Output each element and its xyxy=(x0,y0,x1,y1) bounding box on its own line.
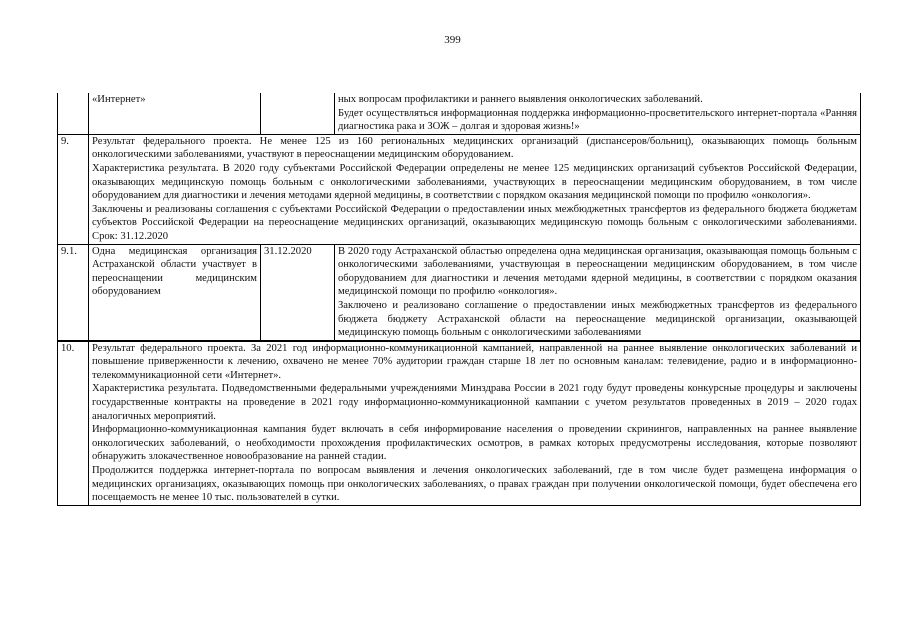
paragraph: Будет осуществляться информационная поддержка информационно-просветительского интернет-портала «Ранняя диагностика рака и ЗОЖ – долгая и здоровая жизнь!» xyxy=(338,107,857,133)
characteristic-paragraph: Характеристика результата. Подведомственными федеральными учреждениями Минздрава России в 2021 году будут проведены конкурсные процедуры и заключены государственные контракты на проведение в 2021 году информационно-коммуникационной кампании с учетом результатов проведенных в 2019 – 2020 годах аналогичных мероприятий. xyxy=(92,383,857,422)
row-number: 9. xyxy=(58,134,89,244)
portal-paragraph: Продолжится поддержка интернет-портала по вопросам выявления и лечения онкологических заболеваний, где в том числе будет размещена информация о медицинских организациях, оказывающих помощь при онкологических заболеваниях, о правах граждан при получении онкологической помощи, будет обеспечена его посещаемость не менее 10 тыс. пользователей в сутки. xyxy=(92,465,857,504)
table-row-9 xyxy=(58,134,861,244)
table-row-10 xyxy=(58,341,861,506)
result-paragraph: Результат федерального проекта. За 2021 год информационно-коммуникационной кампанией, направленной на раннее выявление онкологических заболеваний и повышение приверженности к лечению, охвачено не менее 70% аудитории граждан старше 18 лет по основным каналам: телевидение, радио и в информационно-телекоммуникационной сети «Интернет». xyxy=(92,342,857,381)
result-cell xyxy=(89,134,861,244)
result-description-cell xyxy=(335,244,861,341)
result-cell xyxy=(89,341,861,506)
campaign-paragraph: Информационно-коммуникационная кампания будет включать в себя информирование населения о проведении скринингов, направленных на раннее выявление онкологических заболеваний, о необходимости прохождения профилактических осмотров, в рамках которых предусмотрены исследования, которые позволяют обнаружить злокачественное новообразование на ранней стадии. xyxy=(92,424,857,463)
table-row-continuation xyxy=(58,93,861,134)
result-paragraph: Результат федерального проекта. Не менее 125 из 160 региональных медицинских организаций (диспансеров/больниц), оказывающих помощь больным онкологическими заболеваниями, участвуют в переоснащении медицинским оборудованием. xyxy=(92,135,857,161)
paragraph: В 2020 году Астраханской областью определена одна медицинская организация, оказывающая помощь больным с онкологическими заболеваниями, участвующая в переоснащении медицинским оборудованием, в том числе оборудованием для диагностики и лечения методами ядерной медицины, в соответствии с порядком оказания медицинской помощи по профилю «онкология». xyxy=(338,245,857,298)
table-row-9-1 xyxy=(58,244,861,341)
paragraph: ных вопросам профилактики и раннего выявления онкологических заболеваний. xyxy=(338,94,703,105)
measure-name-cell: Одна медицинская организация Астраханской области участвует в переоснащении медицинским оборудованием xyxy=(89,244,261,341)
deadline-cell: 31.12.2020 xyxy=(261,244,335,341)
agreements-paragraph: Заключены и реализованы соглашения с субъектами Российской Федерации о предоставлении иных межбюджетных трансфертов из федерального бюджета бюджетам субъектов Российской Федерации на переоснащение медицинских организаций, оказывающих медицинскую помощь больным с онкологическими заболеваниями. Срок: 31.12.2020 xyxy=(92,203,857,242)
row-number: 10. xyxy=(58,341,89,506)
measures-table xyxy=(57,93,861,506)
paragraph: Заключено и реализовано соглашение о предоставлении иных межбюджетных трансфертов из федерального бюджета бюджету Астраханской области на переоснащение медицинской организации, оказывающей медицинскую помощь больным с онкологическими заболеваниями xyxy=(338,299,857,339)
page-number: 399 xyxy=(444,34,461,46)
measure-name-cell: «Интернет» xyxy=(89,93,261,134)
result-description-cell xyxy=(335,93,861,134)
characteristic-paragraph: Характеристика результата. В 2020 году субъектами Российской Федерации определены не менее 125 медицинских организаций субъектов Российской Федерации, оказывающих медицинскую помощь больным с онкологическими заболеваниями, участвующих в переоснащении медицинским оборудованием, в том числе оборудованием для диагностики и лечения методами ядерной медицины, в соответствии с порядком оказания медицинской помощи по профилю «онкология». xyxy=(92,162,857,202)
row-number: 9.1. xyxy=(58,244,89,341)
